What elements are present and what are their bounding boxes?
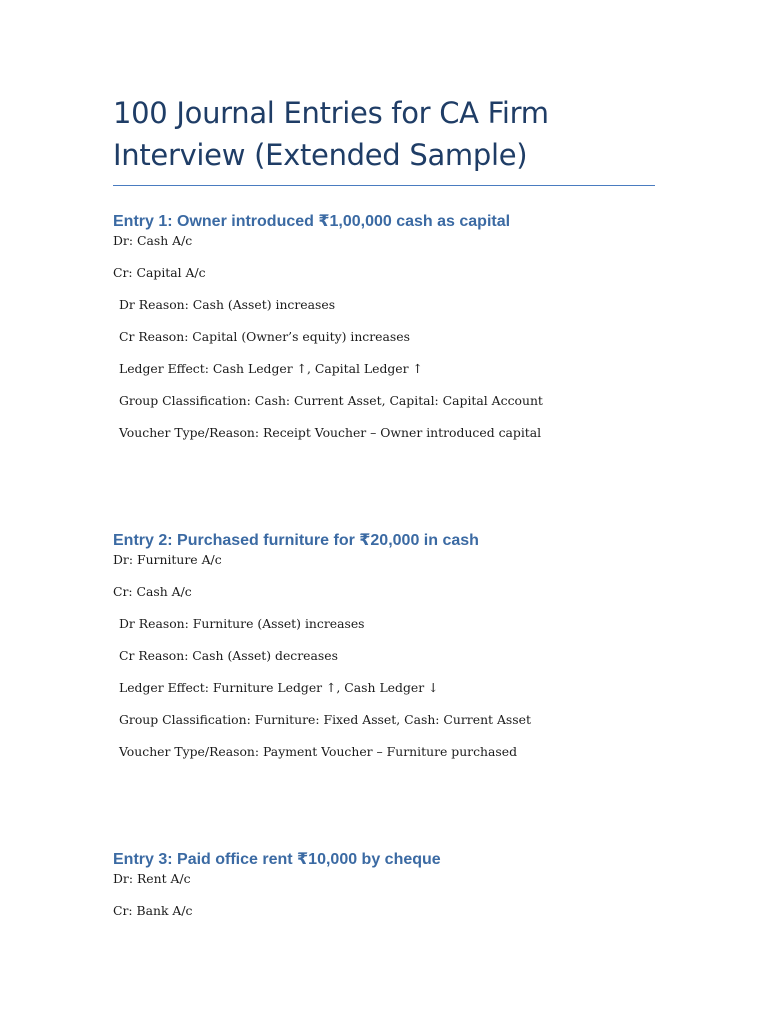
entry-debit: Dr: Furniture A/c (113, 552, 222, 567)
entry-dr-reason: Dr Reason: Furniture (Asset) increases (119, 616, 365, 631)
entry-voucher: Voucher Type/Reason: Receipt Voucher – Owner introduced capital (119, 425, 542, 440)
entry-heading: Entry 1: Owner introduced ₹1,00,000 cash as capital (113, 213, 511, 230)
entry-cr-reason: Cr Reason: Cash (Asset) decreases (119, 648, 338, 663)
entry-credit: Cr: Capital A/c (113, 265, 206, 280)
entry-heading: Entry 2: Purchased furniture for ₹20,000 in cash (113, 532, 479, 549)
document-title-line1: 100 Journal Entries for CA Firm (113, 96, 549, 130)
entry-group-classification: Group Classification: Furniture: Fixed Asset, Cash: Current Asset (119, 712, 531, 727)
entry-ledger-effect: Ledger Effect: Furniture Ledger ↑, Cash Ledger ↓ (119, 680, 439, 695)
entry-2 (113, 530, 531, 760)
entry-group-classification: Group Classification: Cash: Current Asset, Capital: Capital Account (119, 393, 543, 408)
entry-3 (113, 849, 441, 919)
entry-debit: Dr: Cash A/c (113, 233, 193, 248)
entry-credit: Cr: Bank A/c (113, 903, 193, 918)
document-title-line2: Interview (Extended Sample) (113, 138, 528, 172)
entry-heading: Entry 3: Paid office rent ₹10,000 by cheque (113, 851, 441, 868)
title-underline (113, 185, 655, 186)
entry-debit: Dr: Rent A/c (113, 871, 191, 886)
entry-dr-reason: Dr Reason: Cash (Asset) increases (119, 297, 336, 312)
entry-cr-reason: Cr Reason: Capital (Owner’s equity) increases (119, 329, 410, 344)
document-title (113, 92, 658, 176)
document-page (113, 92, 658, 186)
entry-1 (113, 211, 543, 441)
entry-credit: Cr: Cash A/c (113, 584, 192, 599)
entry-ledger-effect: Ledger Effect: Cash Ledger ↑, Capital Ledger ↑ (119, 361, 423, 376)
entry-voucher: Voucher Type/Reason: Payment Voucher – Furniture purchased (119, 744, 518, 759)
